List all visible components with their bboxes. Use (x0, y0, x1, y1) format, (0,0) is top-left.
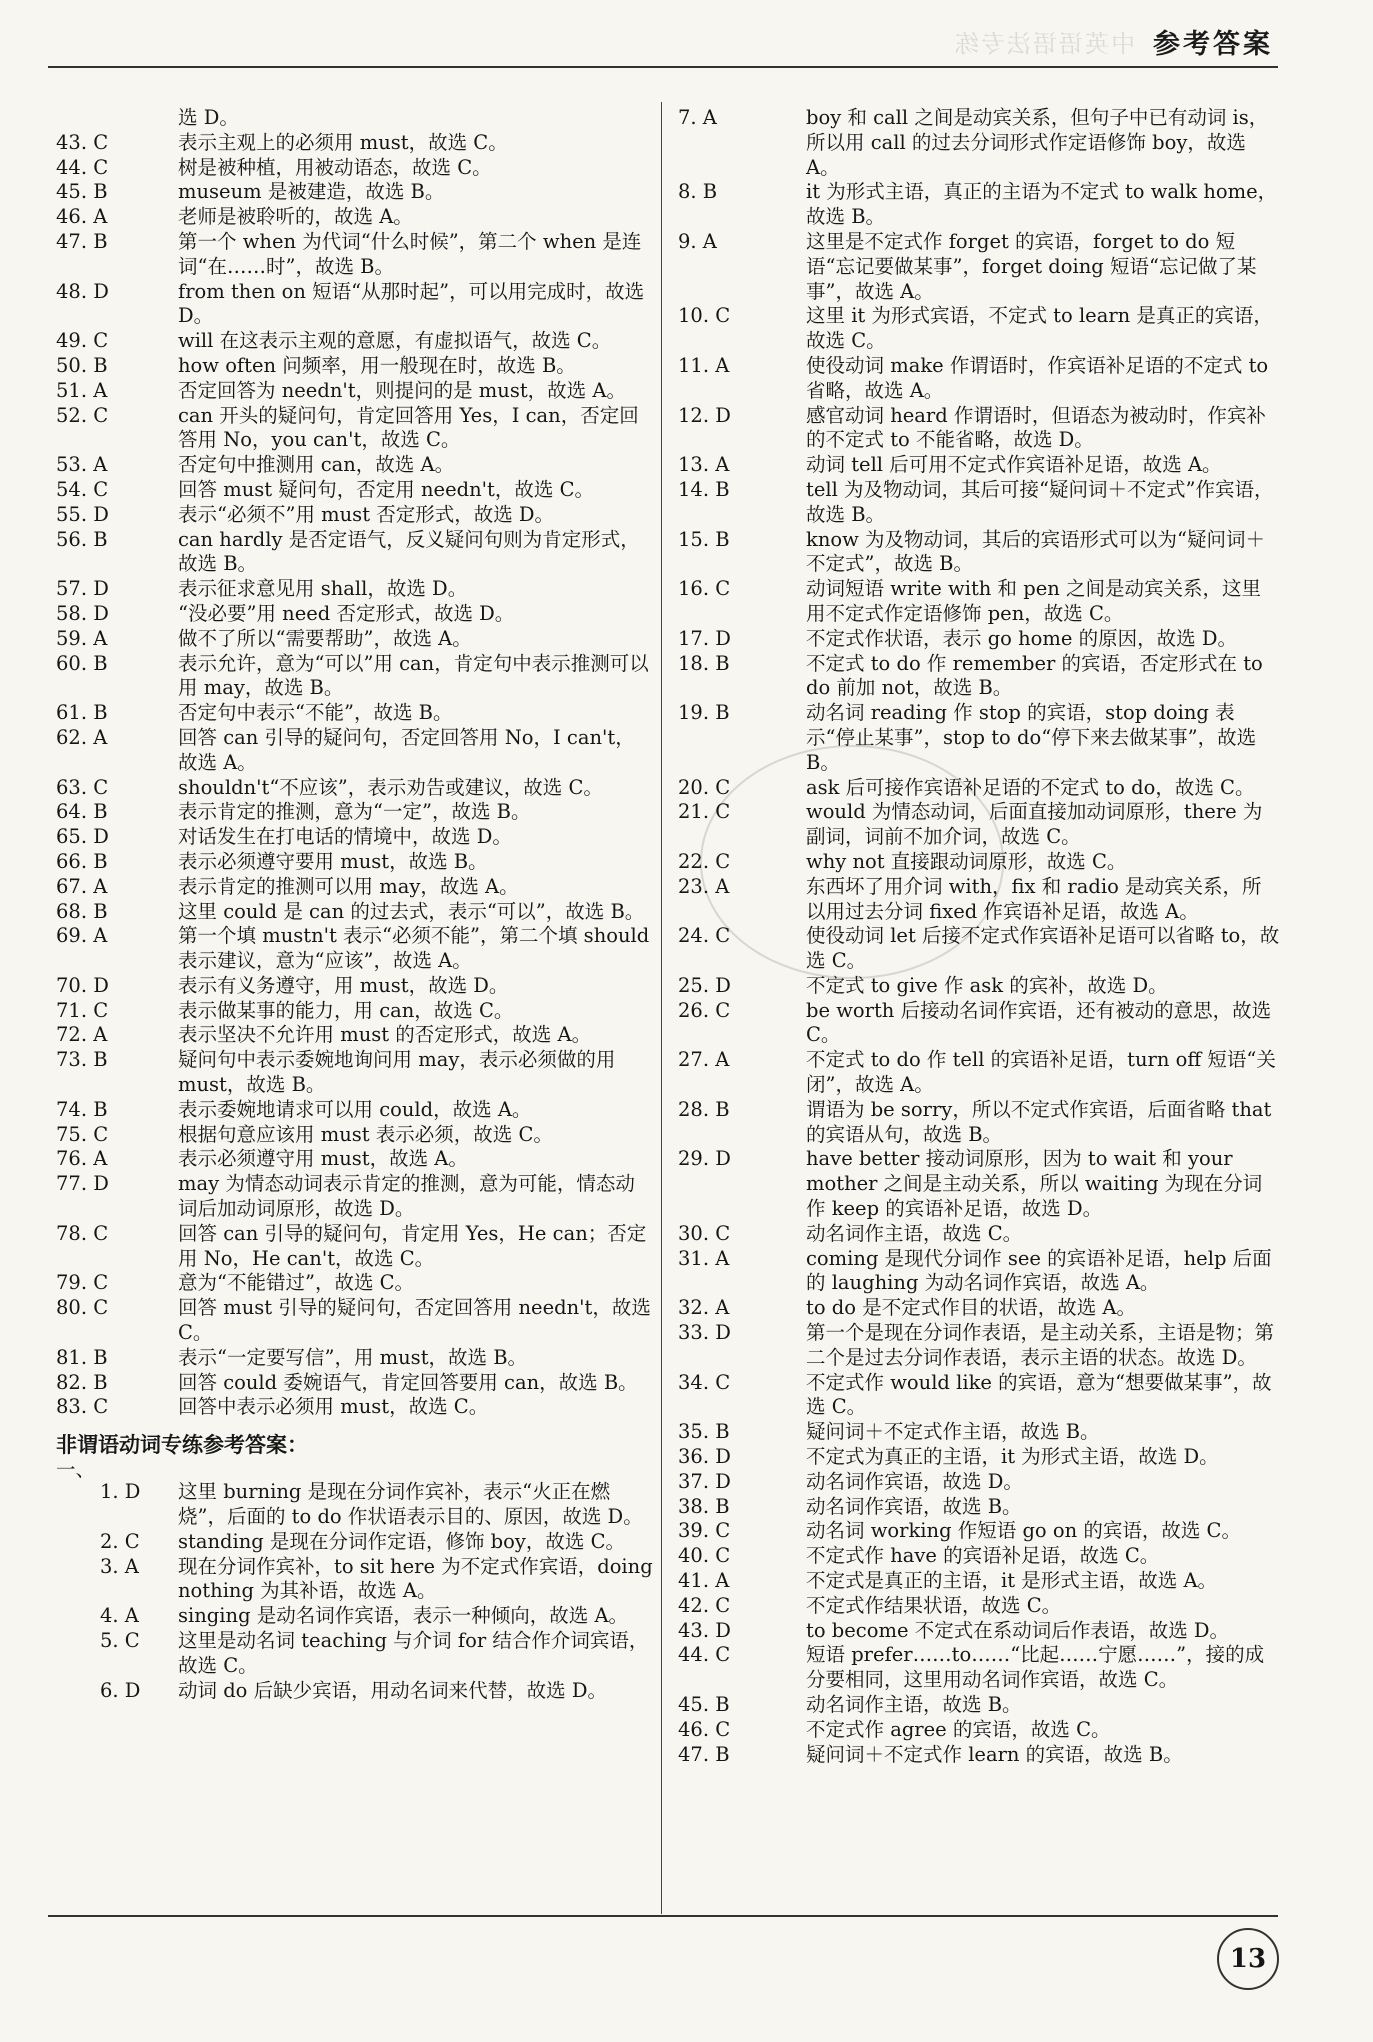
answer-number: 41. A (678, 1569, 730, 1593)
answer-item (678, 478, 1280, 528)
answer-item (56, 1172, 654, 1222)
answer-explanation: 动词 do 后缺少宾语，用动名词来代替，故选 D。 (178, 1678, 607, 1702)
section-answer-list (56, 1480, 654, 1703)
answer-item (56, 1679, 654, 1704)
answer-explanation: 表示征求意见用 shall，故选 D。 (178, 577, 468, 601)
answer-item (678, 577, 1280, 627)
answer-explanation: would 为情态动词，后面直接加动词原形，there 为副词，词前不加介词，故选 C。 (806, 800, 1263, 849)
answer-number: 3. A (100, 1554, 139, 1578)
answer-explanation: 短语 prefer……to……“比起……宁愿……”，接的成分要相同，这里用动名词作宾语，故选 C。 (806, 1643, 1265, 1692)
answer-number: 51. A (56, 378, 108, 402)
answer-explanation: have better 接动词原形，因为 to wait 和 your mother 之间是主动关系，所以 waiting 为现在分词作 keep 的宾语补足语，故选 D。 (806, 1147, 1263, 1221)
answer-explanation: 不定式作结果状语，故选 C。 (806, 1593, 1062, 1617)
answer-item (56, 453, 654, 478)
answer-item (56, 1346, 654, 1371)
column-divider (661, 102, 662, 1914)
answer-explanation: 回答 could 委婉语气，肯定回答要用 can，故选 B。 (178, 1370, 638, 1394)
answer-explanation: ask 后可接作宾语补足语的不定式 to do，故选 C。 (806, 775, 1255, 799)
answer-number: 83. C (56, 1395, 109, 1419)
answer-item (678, 1371, 1280, 1421)
answer-item (56, 652, 654, 702)
answer-number: 57. D (56, 577, 109, 601)
answer-explanation: can hardly 是否定语气，反义疑问句则为肯定形式，故选 B。 (178, 527, 640, 576)
answer-item (678, 404, 1280, 454)
answer-number: 47. B (678, 1742, 730, 1766)
answer-explanation: 这里 could 是 can 的过去式，表示“可以”，故选 B。 (178, 899, 645, 923)
answer-item (678, 453, 1280, 478)
answer-explanation: coming 是现代分词作 see 的宾语补足语，help 后面的 laughing 为动名词作宾语，故选 A。 (806, 1246, 1272, 1295)
answer-number: 28. B (678, 1097, 730, 1121)
answer-number: 14. B (678, 477, 730, 501)
answer-item (678, 875, 1280, 925)
answer-explanation: how often 问频率，用一般现在时，故选 B。 (178, 353, 576, 377)
answer-item (56, 800, 654, 825)
answer-item (56, 528, 654, 578)
answer-number: 50. B (56, 353, 108, 377)
answer-item (56, 1023, 654, 1048)
answer-number: 42. C (678, 1593, 731, 1617)
answer-item (56, 627, 654, 652)
answer-item (56, 701, 654, 726)
answer-number: 82. B (56, 1370, 108, 1394)
answer-explanation: 动名词作宾语，故选 B。 (806, 1494, 1022, 1518)
answer-number: 6. D (100, 1678, 141, 1702)
answer-number: 32. A (678, 1296, 730, 1320)
answer-number: 10. C (678, 304, 731, 328)
answer-explanation: 动词 tell 后可用不定式作宾语补足语，故选 A。 (806, 453, 1222, 477)
answer-number: 54. C (56, 477, 109, 501)
answer-number: 43. D (678, 1618, 731, 1642)
answer-number: 49. C (56, 329, 109, 353)
answer-explanation: singing 是动名词作宾语，表示一种倾向，故选 A。 (178, 1604, 629, 1628)
answer-item (678, 1098, 1280, 1148)
answer-item (56, 999, 654, 1024)
answer-item (56, 1480, 654, 1530)
left-answer-list (56, 131, 654, 1420)
answer-explanation: know 为及物动词，其后的宾语形式可以为“疑问词＋不定式”，故选 B。 (806, 527, 1265, 576)
answer-item (56, 1048, 654, 1098)
answer-item (56, 478, 654, 503)
answer-number: 66. B (56, 849, 108, 873)
answer-item (56, 1604, 654, 1629)
answer-item (678, 627, 1280, 652)
answer-item (678, 1743, 1280, 1768)
left-column (56, 106, 654, 1703)
answer-number: 34. C (678, 1370, 731, 1394)
page-header (953, 22, 1273, 61)
answer-explanation: 动名词作宾语，故选 D。 (806, 1469, 1023, 1493)
answer-item (56, 974, 654, 999)
answer-number: 44. C (678, 1643, 731, 1667)
answer-number: 26. C (678, 998, 731, 1022)
answer-explanation: 回答中表示必须用 must，故选 C。 (178, 1395, 489, 1419)
answer-explanation: 使役动词 make 作谓语时，作宾语补足语的不定式 to 省略，故选 A。 (806, 353, 1269, 402)
answer-explanation: will 在这表示主观的意愿，有虚拟语气，故选 C。 (178, 329, 612, 353)
answer-item (678, 1643, 1280, 1693)
answer-item (56, 230, 654, 280)
answer-number: 81. B (56, 1345, 108, 1369)
answer-explanation: 第一个 when 为代词“什么时候”，第二个 when 是连词“在……时”，故选 B。 (178, 229, 642, 278)
answer-explanation: 动名词 working 作短语 go on 的宾语，故选 C。 (806, 1519, 1241, 1543)
answer-number: 47. B (56, 229, 108, 253)
page-number: 13 (1217, 1928, 1279, 1990)
answer-number: 37. D (678, 1469, 731, 1493)
answer-number: 62. A (56, 725, 108, 749)
answer-item (678, 106, 1280, 180)
answer-explanation: 不定式为真正的主语，it 为形式主语，故选 D。 (806, 1445, 1219, 1469)
answer-explanation: 不定式作 have 的宾语补足语，故选 C。 (806, 1544, 1160, 1568)
right-column (678, 106, 1280, 1767)
answer-explanation: to become 不定式在系动词后作表语，故选 D。 (806, 1618, 1230, 1642)
answer-explanation: standing 是现在分词作定语，修饰 boy，故选 C。 (178, 1529, 626, 1553)
answer-number: 15. B (678, 527, 730, 551)
answer-number: 69. A (56, 924, 108, 948)
answer-number: 74. B (56, 1097, 108, 1121)
answer-number: 24. C (678, 924, 731, 948)
answer-explanation: 不定式是真正的主语，it 是形式主语，故选 A。 (806, 1569, 1218, 1593)
answer-item (56, 1098, 654, 1123)
answer-item (56, 602, 654, 627)
answer-explanation: 这里是动名词 teaching 与介词 for 结合作介词宾语，故选 C。 (178, 1629, 649, 1677)
answer-number: 16. C (678, 577, 731, 601)
answer-explanation: 老师是被聆听的，故选 A。 (178, 205, 413, 229)
answer-explanation: shouldn't“不应该”，表示劝告或建议，故选 C。 (178, 775, 603, 799)
bottom-rule (48, 1915, 1278, 1917)
answer-explanation: tell 为及物动词，其后可接“疑问词＋不定式”作宾语，故选 B。 (806, 477, 1274, 526)
answer-item (678, 1619, 1280, 1644)
answer-number: 55. D (56, 502, 109, 526)
answer-explanation: 树是被种植，用被动语态，故选 C。 (178, 155, 492, 179)
answer-item (56, 156, 654, 181)
answer-item (678, 1569, 1280, 1594)
answer-number: 8. B (678, 180, 718, 204)
answer-explanation: 表示肯定的推测，意为“一定”，故选 B。 (178, 800, 531, 824)
answer-number: 31. A (678, 1246, 730, 1270)
answer-item (678, 1420, 1280, 1445)
answer-item (678, 701, 1280, 775)
answer-explanation: 疑问词＋不定式作 learn 的宾语，故选 B。 (806, 1742, 1183, 1766)
answer-item (678, 180, 1280, 230)
answer-number: 70. D (56, 973, 109, 997)
answer-explanation: 不定式作状语，表示 go home 的原因，故选 D。 (806, 626, 1237, 650)
answer-explanation: 否定句中推测用 can，故选 A。 (178, 453, 455, 477)
answer-item (56, 503, 654, 528)
answer-number: 75. C (56, 1122, 109, 1146)
answer-number: 22. C (678, 849, 731, 873)
right-answer-list (678, 106, 1280, 1767)
answer-explanation: 意为“不能错过”，故选 C。 (178, 1271, 415, 1295)
answer-item (56, 900, 654, 925)
answer-explanation: 动名词作主语，故选 B。 (806, 1693, 1022, 1716)
answer-item (678, 924, 1280, 974)
answer-item (56, 1371, 654, 1396)
answer-number: 58. D (56, 601, 109, 625)
answer-number: 13. A (678, 453, 730, 477)
answer-explanation: 不定式作 would like 的宾语，意为“想要做某事”，故选 C。 (806, 1370, 1272, 1419)
answer-item (56, 180, 654, 205)
answer-number: 52. C (56, 403, 109, 427)
answer-explanation: 动名词作主语，故选 C。 (806, 1221, 1023, 1245)
answer-number: 17. D (678, 626, 731, 650)
answer-number: 80. C (56, 1296, 109, 1320)
answer-explanation: 表示做某事的能力，用 can，故选 C。 (178, 998, 514, 1022)
answer-explanation: boy 和 call 之间是动宾关系，但句子中已有动词 is，所以用 call 的过去分词形式作定语修饰 boy，故选 A。 (806, 106, 1269, 179)
answer-item (678, 1594, 1280, 1619)
answer-explanation: “没必要”用 need 否定形式，故选 D。 (178, 601, 515, 625)
answer-number: 46. C (678, 1717, 731, 1741)
answer-number: 44. C (56, 155, 109, 179)
answer-item (56, 577, 654, 602)
answer-item (56, 875, 654, 900)
answer-item (678, 230, 1280, 304)
answer-item (56, 379, 654, 404)
answer-number: 65. D (56, 825, 109, 849)
answer-item (678, 1718, 1280, 1743)
answer-explanation: 不定式 to do 作 tell 的宾语补足语，turn off 短语“关闭”，故选 A。 (806, 1048, 1276, 1097)
answer-item (56, 131, 654, 156)
answer-item (56, 329, 654, 354)
answer-explanation: 表示必须遵守用 must，故选 A。 (178, 1147, 468, 1171)
answer-explanation: 否定句中表示“不能”，故选 B。 (178, 701, 453, 725)
section-title: 非谓语动词专练参考答案： (56, 1433, 308, 1458)
answer-explanation: 不定式 to do 作 remember 的宾语，否定形式在 to do 前加 not，故选 B。 (806, 651, 1263, 700)
answer-number: 7. A (678, 106, 717, 129)
answer-explanation: 表示主观上的必须用 must，故选 C。 (178, 130, 508, 154)
answer-number: 30. C (678, 1221, 731, 1245)
answer-item (678, 1296, 1280, 1321)
answer-explanation: be worth 后接动名词作宾语，还有被动的意思，故选 C。 (806, 998, 1272, 1047)
answer-number: 5. C (100, 1629, 140, 1653)
answer-explanation: 第一个是现在分词作表语，是主动关系，主语是物；第二个是过去分词作表语，表示主语的状态。故选 D。 (806, 1321, 1275, 1369)
answer-item (678, 304, 1280, 354)
answer-item (56, 850, 654, 875)
answer-number: 56. B (56, 527, 108, 551)
answer-item (56, 1271, 654, 1296)
answer-explanation: 回答 can 引导的疑问句，否定回答用 No，I can't，故选 A。 (178, 725, 635, 774)
answer-number: 27. A (678, 1048, 730, 1072)
answer-explanation: may 为情态动词表示肯定的推测，意为可能，情态动词后加动词原形，故选 D。 (178, 1172, 635, 1221)
answer-number: 53. A (56, 453, 108, 477)
answer-number: 19. B (678, 701, 730, 725)
answer-explanation: why not 直接跟动词原形，故选 C。 (806, 849, 1127, 873)
answer-number: 73. B (56, 1048, 108, 1072)
answer-number: 21. C (678, 800, 731, 824)
answer-item (678, 652, 1280, 702)
answer-number: 9. A (678, 229, 717, 253)
answer-item (56, 205, 654, 230)
answer-item (678, 1222, 1280, 1247)
header-title: 参考答案 (1153, 29, 1273, 60)
answer-item (56, 1395, 654, 1420)
answer-item (678, 800, 1280, 850)
answer-item (56, 726, 654, 776)
answer-number: 39. C (678, 1519, 731, 1543)
answer-explanation: 这里是不定式作 forget 的宾语，forget to do 短语“忘记要做某事”，forget doing 短语“忘记做了某事”，故选 A。 (806, 229, 1257, 303)
answer-explanation: 动词短语 write with 和 pen 之间是动宾关系，这里用不定式作定语修饰 pen，故选 C。 (806, 577, 1262, 625)
answer-number: 48. D (56, 279, 109, 303)
answer-number: 77. D (56, 1172, 109, 1196)
answer-explanation: 表示有义务遵守，用 must，故选 D。 (178, 973, 509, 997)
answer-explanation: 疑问词＋不定式作主语，故选 B。 (806, 1420, 1100, 1444)
answer-explanation: 不定式作 agree 的宾语，故选 C。 (806, 1717, 1111, 1741)
answer-item (56, 1222, 654, 1272)
answer-number: 63. C (56, 775, 109, 799)
answer-explanation: museum 是被建造，故选 B。 (178, 180, 445, 204)
answer-explanation: 表示肯定的推测可以用 may，故选 A。 (178, 874, 519, 898)
answer-explanation: 第一个填 mustn't 表示“必须不能”，第二个填 should 表示建议，意为“应该”，故选 A。 (178, 924, 650, 973)
answer-number: 46. A (56, 205, 108, 229)
answer-number: 43. C (56, 130, 109, 154)
answer-number: 67. A (56, 874, 108, 898)
answer-number: 60. B (56, 651, 108, 675)
answer-number: 29. D (678, 1147, 731, 1171)
answer-explanation: can 开头的疑问句，肯定回答用 Yes，I can，否定回答用 No，you can't，故选 C。 (178, 403, 639, 452)
answer-number: 36. D (678, 1445, 731, 1469)
answer-explanation: to do 是不定式作目的状语，故选 A。 (806, 1296, 1136, 1320)
answer-number: 33. D (678, 1321, 731, 1345)
answer-number: 38. B (678, 1494, 730, 1518)
answer-item (678, 1470, 1280, 1495)
answer-item (678, 776, 1280, 801)
answer-number: 12. D (678, 403, 731, 427)
answer-explanation: 表示“必须不”用 must 否定形式，故选 D。 (178, 502, 555, 526)
answer-number: 72. A (56, 1023, 108, 1047)
answer-number: 20. C (678, 775, 731, 799)
answer-item (678, 1247, 1280, 1297)
answer-item (56, 1629, 654, 1679)
answer-item (56, 1555, 654, 1605)
answer-explanation: it 为形式主语，真正的主语为不定式 to walk home，故选 B。 (806, 180, 1278, 229)
answer-explanation: 否定回答为 needn't，则提问的是 must，故选 A。 (178, 378, 626, 402)
answer-explanation: 表示坚决不允许用 must 的否定形式，故选 A。 (178, 1023, 592, 1047)
answer-item (678, 1495, 1280, 1520)
answer-explanation: 表示必须遵守要用 must，故选 B。 (178, 849, 488, 873)
answer-item (678, 974, 1280, 999)
answer-item (56, 776, 654, 801)
answer-item (678, 1147, 1280, 1221)
answer-item (56, 354, 654, 379)
answer-item (56, 1147, 654, 1172)
answer-explanation: 疑问句中表示委婉地询问用 may，表示必须做的用 must，故选 B。 (178, 1048, 616, 1097)
answer-explanation: 回答 can 引导的疑问句，肯定用 Yes，He can；否定用 No，He can't，故选 C。 (178, 1221, 647, 1270)
answer-number: 78. C (56, 1221, 109, 1245)
answer-explanation: 根据句意应该用 must 表示必须，故选 C。 (178, 1122, 553, 1146)
answer-explanation: 东西坏了用介词 with，fix 和 radio 是动宾关系，所以用过去分词 fixed 作宾语补足语，故选 A。 (806, 874, 1262, 923)
answer-number: 18. B (678, 651, 730, 675)
answer-number: 59. A (56, 626, 108, 650)
answer-item (678, 1445, 1280, 1470)
answer-number: 1. D (100, 1480, 141, 1504)
answer-explanation: 谓语为 be sorry，所以不定式作宾语，后面省略 that 的宾语从句，故选 B。 (806, 1097, 1272, 1146)
answer-item (678, 1519, 1280, 1544)
left-continuation: 选 D。 (178, 106, 239, 129)
answer-item (56, 924, 654, 974)
answer-explanation: from then on 短语“从那时起”，可以用完成时，故选 D。 (178, 279, 645, 328)
answer-number: 23. A (678, 874, 730, 898)
answer-number: 35. B (678, 1420, 730, 1444)
answer-explanation: 现在分词作宾补，to sit here 为不定式作宾语，doing nothing 为其补语，故选 A。 (178, 1554, 653, 1603)
answer-number: 64. B (56, 800, 108, 824)
top-rule (48, 66, 1278, 68)
answer-explanation: 这里 it 为形式宾语，不定式 to learn 是真正的宾语，故选 C。 (806, 304, 1273, 353)
answer-explanation: 动名词 reading 作 stop 的宾语，stop doing 表示“停止某事”，stop to do“停下来去做某事”，故选 B。 (806, 701, 1257, 774)
answer-number: 40. C (678, 1544, 731, 1568)
section-part-marker: 一、 (56, 1458, 96, 1482)
answer-item (678, 1544, 1280, 1569)
header-ghost-text: 中英语语法专练 (953, 30, 1135, 58)
answer-explanation: 使役动词 let 后接不定式作宾语补足语可以省略 to，故选 C。 (806, 924, 1280, 973)
answer-number: 45. B (56, 180, 108, 204)
answer-explanation: 不定式 to give 作 ask 的宾补，故选 D。 (806, 973, 1168, 997)
answer-item (678, 354, 1280, 404)
answer-item (678, 999, 1280, 1049)
answer-item (56, 280, 654, 330)
answer-explanation: 表示委婉地请求可以用 could，故选 A。 (178, 1097, 532, 1121)
answer-explanation: 表示允许，意为“可以”用 can，肯定句中表示推测可以用 may，故选 B。 (178, 651, 649, 700)
answer-number: 61. B (56, 701, 108, 725)
answer-explanation: 回答 must 引导的疑问句，否定回答用 needn't，故选 C。 (178, 1296, 651, 1345)
answer-item (678, 1693, 1280, 1718)
answer-item (678, 850, 1280, 875)
answer-item (56, 1296, 654, 1346)
answer-number: 2. C (100, 1529, 140, 1553)
answer-explanation: 这里 burning 是现在分词作宾补，表示“火正在燃烧”，后面的 to do 作状语表示目的、原因，故选 D。 (178, 1480, 643, 1529)
answer-explanation: 表示“一定要写信”，用 must，故选 B。 (178, 1345, 528, 1369)
answer-explanation: 感官动词 heard 作谓语时，但语态为被动时，作宾补的不定式 to 不能省略，故选 D。 (806, 403, 1266, 452)
answer-number: 4. A (100, 1604, 139, 1628)
answer-item (678, 1321, 1280, 1371)
answer-number: 25. D (678, 973, 731, 997)
answer-item (56, 404, 654, 454)
answer-number: 76. A (56, 1147, 108, 1171)
answer-item (678, 528, 1280, 578)
answer-number: 45. B (678, 1693, 730, 1716)
answer-item (56, 1123, 654, 1148)
answer-number: 11. A (678, 353, 730, 377)
answer-number: 71. C (56, 998, 109, 1022)
answer-item (678, 1048, 1280, 1098)
answer-number: 79. C (56, 1271, 109, 1295)
answer-explanation: 做不了所以“需要帮助”，故选 A。 (178, 626, 472, 650)
answer-item (56, 825, 654, 850)
answer-explanation: 回答 must 疑问句，否定用 needn't，故选 C。 (178, 477, 594, 501)
answer-item (56, 1530, 654, 1555)
answer-number: 68. B (56, 899, 108, 923)
answer-explanation: 对话发生在打电话的情境中，故选 D。 (178, 825, 512, 849)
